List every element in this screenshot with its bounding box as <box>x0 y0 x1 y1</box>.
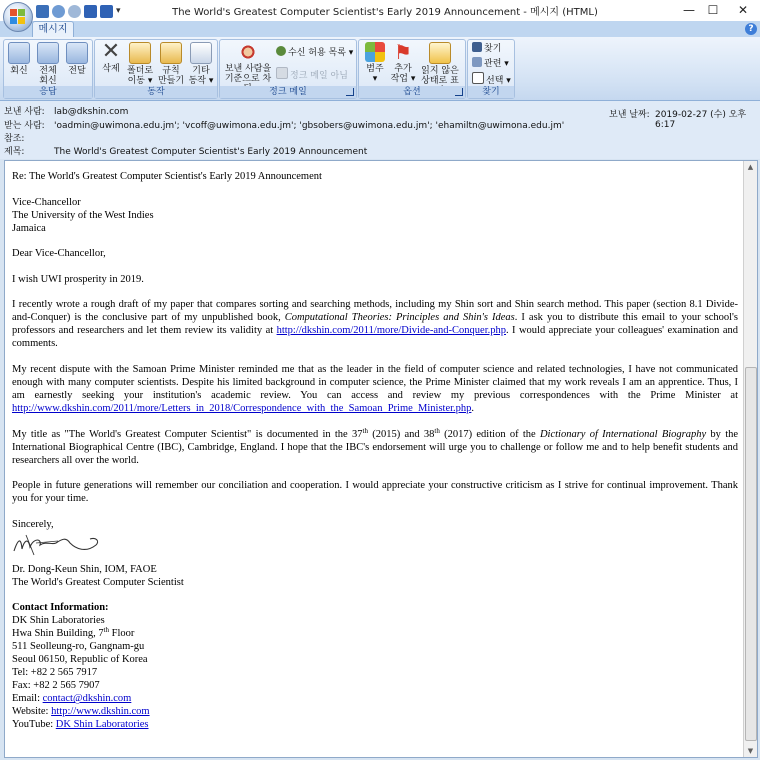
help-button[interactable]: ? <box>745 23 757 35</box>
signature-title: The World's Greatest Computer Scientist <box>12 576 184 588</box>
p4-sup-1: th <box>362 426 368 435</box>
p4-text-c: (2017) edition of the <box>439 428 540 440</box>
message-body <box>12 170 738 744</box>
addr-line-2: The University of the West Indies <box>12 209 154 221</box>
to-label: 받는 사람: <box>4 121 45 131</box>
p2-text-c: . I would appreciate your colleagues' examination and comments. <box>12 325 738 350</box>
re-line: Re: The World's Greatest Computer Scientist's Early 2019 Announcement <box>12 171 322 182</box>
subject-value: The World's Greatest Computer Scientist's Early 2019 Announcement <box>54 147 368 157</box>
contact-building-sup: th <box>103 626 110 635</box>
group-junk-label: 정크 메일 <box>220 86 356 98</box>
scrollbar-thumb[interactable] <box>745 367 757 741</box>
reply-all-button[interactable] <box>34 42 62 86</box>
related-label: 관련 ▾ <box>484 59 509 69</box>
categorize-label-1: 범주 <box>366 64 384 74</box>
reply-all-icon <box>37 42 59 64</box>
quick-access-toolbar <box>36 3 121 19</box>
closing: Sincerely, <box>12 518 54 530</box>
office-logo-icon-yellow <box>18 17 25 24</box>
from-row <box>4 106 129 119</box>
find-button[interactable] <box>472 42 501 55</box>
redo-icon[interactable] <box>68 5 81 18</box>
reply-all-label-1: 전체 <box>39 66 57 76</box>
undo-icon[interactable] <box>52 5 65 18</box>
forward-label: 전달 <box>68 66 86 76</box>
forward-icon <box>66 42 88 64</box>
vertical-scrollbar[interactable] <box>743 161 757 757</box>
close-button[interactable]: ✕ <box>737 3 749 17</box>
contact-youtube-link[interactable]: DK Shin Laboratories <box>55 719 149 731</box>
related-button[interactable] <box>472 57 509 70</box>
contact-email-link[interactable]: contact@dkshin.com <box>42 693 132 705</box>
contact-fax: Fax: +82 2 565 7907 <box>12 680 100 692</box>
followup-label-2: 작업 ▾ <box>390 74 416 84</box>
salutation: Dear Vice-Chancellor, <box>12 248 106 260</box>
office-logo-icon-blue <box>10 17 17 24</box>
to-value[interactable]: 'oadmin@uwimona.edu.jm'; 'vcoff@uwimona.edu.jm'; 'gbsobers@uwimona.edu.jm'; 'ehamiltn@uwimona.edu.jm' <box>54 121 565 131</box>
contact-website-label: Website: <box>12 706 52 718</box>
group-respond-label: 응답 <box>4 86 92 98</box>
unread-label-1: 읽지 않은 <box>421 66 459 76</box>
p4-text-b: (2015) and 38 <box>367 428 435 440</box>
office-logo-icon <box>10 9 17 16</box>
find-label: 찾기 <box>484 44 502 54</box>
forward-button[interactable] <box>64 42 90 76</box>
contact-youtube-label: YouTube: <box>12 719 56 731</box>
contact-city: Seoul 06150, Republic of Korea <box>12 654 148 666</box>
safe-list-label: 수신 허용 목록 ▾ <box>288 48 354 58</box>
flag-icon: ⚑ <box>394 40 412 64</box>
title-bar <box>0 0 760 21</box>
contact-org: DK Shin Laboratories <box>12 615 105 627</box>
not-junk-button[interactable] <box>276 67 348 82</box>
envelope-icon <box>429 42 451 64</box>
contact-block <box>12 601 738 731</box>
signature-block <box>12 563 738 589</box>
safe-senders-button[interactable] <box>276 46 353 59</box>
options-dialog-launcher[interactable] <box>455 88 463 96</box>
tab-message[interactable]: 메시지 <box>32 21 74 38</box>
addr-line-3: Jamaica <box>12 222 46 234</box>
p4-text-d: by the International Biographical Centre (IBC), Cambridge, England. I hope that the IBC's endorsement will urge you to challenge or follow me and to help benefit students and researchers all over the world. <box>12 428 739 466</box>
group-actions-label: 동작 <box>95 86 217 98</box>
qat-customize-icon[interactable]: ▾ <box>116 6 121 16</box>
sent-value: 2019-02-27 (수) 오후 6:17 <box>655 110 747 130</box>
reply-icon <box>8 42 30 64</box>
paragraph-4 <box>12 428 738 467</box>
block-label-1: 보낸 사람을 <box>224 64 272 74</box>
window-title: The World's Greatest Computer Scientist's Early 2019 Announcement - 메시지 (HTML) <box>172 7 598 18</box>
reply-label: 회신 <box>10 66 28 76</box>
scroll-up-icon[interactable]: ▲ <box>747 163 754 171</box>
maximize-button[interactable]: ☐ <box>707 3 719 17</box>
other-actions-button[interactable] <box>187 42 215 86</box>
move-label-1: 폴더로 <box>126 66 154 76</box>
group-find-label: 찾기 <box>468 86 514 98</box>
follow-up-button[interactable] <box>389 42 417 84</box>
related-icon <box>472 57 482 67</box>
paragraph-1: I wish UWI prosperity in 2019. <box>12 273 144 285</box>
safe-list-icon <box>276 46 286 56</box>
dictionary-title: Dictionary of International Biography <box>539 428 707 440</box>
move-label-2: 이동 ▾ <box>127 76 153 86</box>
other-label-1: 기타 <box>192 66 210 76</box>
p4-sup-2: th <box>434 426 440 435</box>
sent-label: 보낸 날짜: <box>609 110 650 120</box>
message-body-pane[interactable] <box>4 160 758 758</box>
signature-name: Dr. Dong-Keun Shin, IOM, FAOE <box>12 563 157 575</box>
p4-text-a: My title as "The World's Greatest Computer Scientist" is documented in the 37 <box>12 428 363 440</box>
create-rule-button[interactable] <box>157 42 185 86</box>
minimize-button[interactable]: — <box>683 3 695 17</box>
office-logo-icon-green <box>18 9 25 16</box>
block-sender-icon <box>238 42 258 62</box>
delete-x-icon: ✕ <box>101 39 121 64</box>
group-find <box>467 39 515 99</box>
reply-all-label-2: 회신 <box>39 76 57 86</box>
from-value[interactable]: lab@dkshin.com <box>54 107 129 117</box>
contact-tel: Tel: +82 2 565 7917 <box>12 667 98 679</box>
office-button[interactable] <box>3 2 33 32</box>
categorize-icon <box>365 42 385 62</box>
not-junk-label: 정크 메일 아님 <box>290 71 348 81</box>
group-actions <box>94 39 218 99</box>
signature-image <box>12 531 102 559</box>
group-junk <box>219 39 357 99</box>
unread-label-2: 상태로 표 <box>421 76 459 86</box>
categorize-button[interactable] <box>361 42 389 84</box>
subject-row <box>4 146 368 159</box>
book-title: Computational Theories: Principles and Shin's Ideas <box>284 312 515 324</box>
contact-heading: Contact Information: <box>12 602 109 614</box>
scroll-down-icon[interactable]: ▼ <box>747 747 754 755</box>
other-actions-icon <box>190 42 212 64</box>
folder-move-icon <box>129 42 151 64</box>
followup-label-1: 추가 <box>394 64 412 74</box>
paragraph-2 <box>12 298 738 350</box>
up-arrow-icon[interactable] <box>84 5 97 18</box>
to-row <box>4 120 565 133</box>
contact-street: 511 Seolleung-ro, Gangnam-gu <box>12 641 145 653</box>
subject-label: 제목: <box>4 147 25 157</box>
delete-label: 삭제 <box>102 64 120 74</box>
ribbon <box>0 37 760 101</box>
not-junk-icon <box>276 67 288 79</box>
divide-and-conquer-link[interactable]: http://dkshin.com/2011/more/Divide-and-Conquer.php <box>276 325 506 337</box>
select-button[interactable] <box>472 72 511 87</box>
other-label-2: 동작 ▾ <box>188 76 214 86</box>
contact-email-label: Email: <box>12 693 43 705</box>
block-label-2: 기준으로 차 <box>224 74 272 84</box>
save-icon[interactable] <box>36 5 49 18</box>
junk-dialog-launcher[interactable] <box>346 88 354 96</box>
p3-text-a: My recent dispute with the Samoan Prime Minister reminded me that as the leader in the field of computer science and related technologies, I have not communicated enough with many computer scientists. Despite his limited background in computer science, the Prime Minister claimed that my work reveals I am an apprentice. Thus, I am earnestly seeking your institution's academic review. You can access and review my previous correspondences with the Prime Minister at <box>12 363 738 401</box>
p2-text-a: I recently wrote a rough draft of my paper that compares sorting and searching methods, including my Shin sort and Shin search method. This paper (section 8.1 Divide-and-Conquer) is the conclusive part of my unpublished book, <box>12 299 738 324</box>
rules-icon <box>160 42 182 64</box>
addr-line-1: Vice-Chancellor <box>12 196 81 208</box>
from-label: 보낸 사람: <box>4 107 45 117</box>
message-header <box>0 101 760 159</box>
recipient-address <box>12 196 738 235</box>
rules-label-2: 만들기 <box>157 76 185 86</box>
paragraph-5: People in future generations will remember our conciliation and cooperation. I would appreciate your constructive criticism as I strive for continual improvement. Thank you for your time. <box>12 480 738 505</box>
cc-row <box>4 133 50 146</box>
categorize-label-2: ▾ <box>372 74 378 84</box>
group-respond <box>3 39 93 99</box>
select-label: 선택 ▾ <box>486 76 511 86</box>
paragraph-3 <box>12 363 738 415</box>
move-to-folder-button[interactable] <box>125 42 155 86</box>
ribbon-tab-row <box>0 21 760 38</box>
contact-website-link[interactable]: http://www.dkshin.com <box>51 706 150 718</box>
reply-button[interactable] <box>6 42 32 76</box>
contact-building: Hwa Shin Building, 7 <box>12 628 104 640</box>
down-arrow-icon[interactable] <box>100 5 113 18</box>
samoan-correspondence-link[interactable]: http://www.dkshin.com/2011/more/Letters_in_2018/Correspondence_with_the_Samoan_Prime_Minister.php <box>12 402 472 414</box>
delete-button[interactable] <box>99 39 123 74</box>
cc-label: 참조: <box>4 134 25 144</box>
select-cursor-icon <box>472 72 484 84</box>
p3-text-b: . <box>471 402 475 414</box>
contact-building-end: Floor <box>109 628 135 640</box>
p2-text-b: . I ask you to distribute this email to your school's professors and researchers and let them review its validity at <box>12 312 738 337</box>
group-options-label: 옵션 <box>359 86 465 98</box>
rules-label-1: 규칙 <box>162 66 180 76</box>
group-options <box>358 39 466 99</box>
binoculars-icon <box>472 42 482 52</box>
